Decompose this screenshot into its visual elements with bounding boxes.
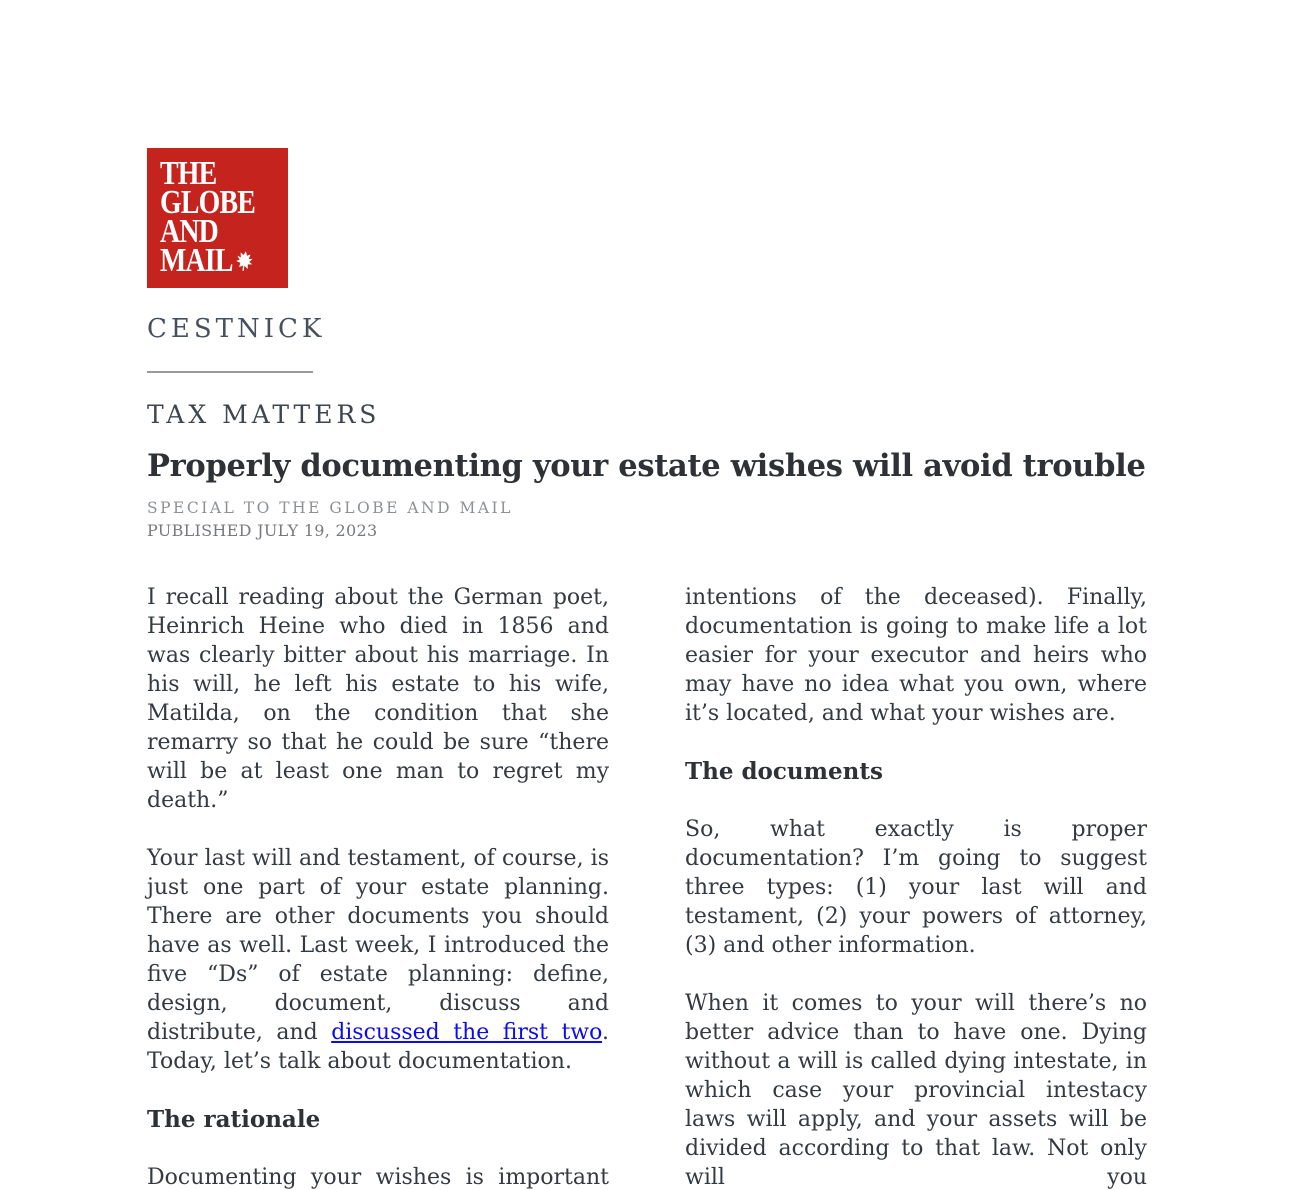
paragraph: intentions of the deceased). Finally, documentation is going to make life a lot easier for your executor and heirs who may have no idea what you own, where it’s located, and what your wishes are. xyxy=(685,585,1147,726)
section-label: TAX MATTERS xyxy=(147,400,381,429)
left-column xyxy=(147,583,609,1190)
logo-line-the: THE xyxy=(160,155,217,192)
logo-line-globe: GLOBE xyxy=(160,184,256,221)
globe-and-mail-logo xyxy=(147,148,288,288)
article-body xyxy=(147,583,1147,1190)
paragraph-with-link xyxy=(147,844,609,1076)
paragraph-text: Your last will and testament, of course, is just one part of your estate planning. There are other documents you should have as well. Last week, I introduced the five “Ds” of estate planning: define, design, document, discuss and distribute, and xyxy=(147,846,609,1045)
subheading-documents: The documents xyxy=(685,758,883,785)
headline: Properly documenting your estate wishes will avoid trouble xyxy=(147,448,1146,484)
paragraph: So, what exactly is proper documentation? I’m going to suggest three types: (1) your last will and testament, (2) your powers of attorney, (3) and other information. xyxy=(685,817,1147,958)
logo-line-and: AND xyxy=(160,213,218,250)
paragraph-clipped: When it comes to your will there’s no better advice than to have one. Dying without a will is called dying intestate, in which case your provincial intestacy laws will apply, and your assets will be divided according to that law. Not only will you xyxy=(685,991,1147,1190)
published-date: PUBLISHED JULY 19, 2023 xyxy=(147,521,378,540)
paragraph-text: . Today, let’s talk about documentation. xyxy=(147,1020,609,1074)
byline: SPECIAL TO THE GLOBE AND MAIL xyxy=(147,499,513,517)
logo-mail-word: MAIL xyxy=(160,242,233,279)
paragraph-clipped: Documenting your wishes is important xyxy=(147,1165,609,1190)
author-name: CESTNICK xyxy=(147,314,326,344)
logo-line-mail xyxy=(160,242,265,279)
divider-rule xyxy=(147,371,313,373)
subheading-rationale: The rationale xyxy=(147,1106,321,1133)
right-column xyxy=(685,583,1147,1190)
discussed-first-two-link[interactable]: discussed the first two xyxy=(331,1020,602,1045)
maple-leaf-icon xyxy=(235,249,254,272)
logo-text xyxy=(160,155,265,279)
paragraph: I recall reading about the German poet, Heinrich Heine who died in 1856 and was clearly bitter about his marriage. In his will, he left his estate to his wife, Matilda, on the condition that she remarry so that he could be sure “there will be at least one man to regret my death.” xyxy=(147,585,609,813)
